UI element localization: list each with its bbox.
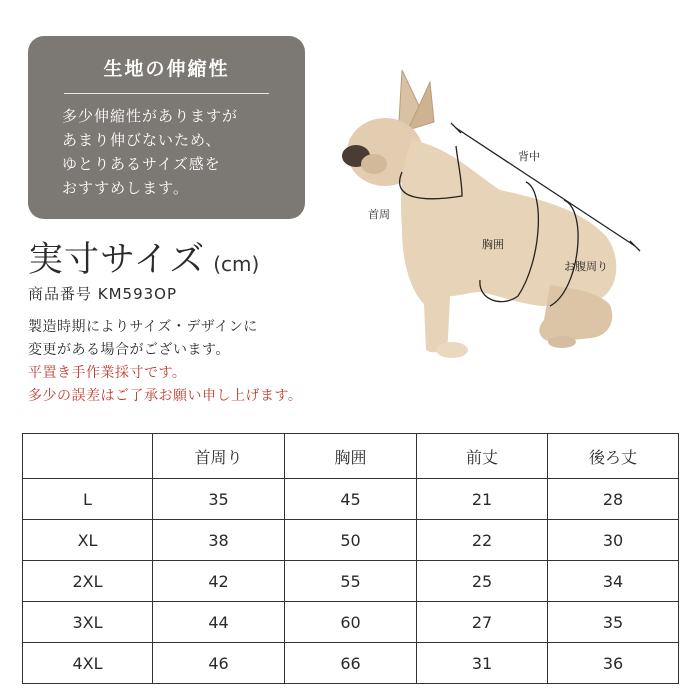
header-cell-front-length: 前丈 (417, 434, 548, 479)
header-cell-chest: 胸囲 (285, 434, 417, 479)
table-cell: 45 (285, 479, 417, 520)
table-header-row (23, 434, 679, 479)
table-cell: 55 (285, 561, 417, 602)
size-heading-title: 実寸サイズ (28, 240, 206, 280)
size-cell: 3XL (23, 602, 153, 643)
table-cell: 66 (285, 643, 417, 684)
size-cell: L (23, 479, 153, 520)
header-cell-back-length: 後ろ丈 (548, 434, 679, 479)
size-cell: 2XL (23, 561, 153, 602)
note-line-red: 多少の誤差はご了承お願い申し上げます。 (28, 388, 303, 404)
stretch-title: 生地の伸縮性 (103, 58, 230, 80)
header-cell-empty (23, 434, 153, 479)
size-cell: XL (23, 520, 153, 561)
divider (64, 93, 269, 94)
table-cell: 60 (285, 602, 417, 643)
table-cell: 35 (548, 602, 679, 643)
note-line: 製造時期によりサイズ・デザインに (28, 319, 258, 335)
table-cell: 30 (548, 520, 679, 561)
label-neck: 首周 (368, 208, 390, 221)
notes (28, 316, 302, 408)
table-cell: 21 (417, 479, 548, 520)
table-cell: 31 (417, 643, 548, 684)
table-cell: 22 (417, 520, 548, 561)
table-cell: 44 (153, 602, 285, 643)
product-number: 商品番号 KM593OP (28, 285, 178, 303)
stretch-info-box (28, 36, 305, 219)
size-heading (28, 232, 259, 282)
stretch-line: おすすめします。 (62, 179, 189, 197)
table-cell: 50 (285, 520, 417, 561)
table-cell: 27 (417, 602, 548, 643)
table-row (23, 561, 679, 602)
table-cell: 42 (153, 561, 285, 602)
dog-measurement-illustration (330, 60, 670, 370)
label-back: 背中 (518, 150, 540, 163)
stretch-description (62, 104, 300, 200)
size-table (22, 433, 679, 684)
stretch-line: あまり伸びないため、 (62, 131, 222, 149)
table-row (23, 479, 679, 520)
size-heading-unit: (cm) (213, 252, 260, 276)
table-cell: 38 (153, 520, 285, 561)
label-belly: お腹周り (564, 260, 608, 273)
note-line-red: 平置き手作業採寸です。 (28, 365, 187, 381)
stretch-line: 多少伸縮性がありますが (62, 107, 239, 125)
label-chest: 胸囲 (482, 238, 504, 251)
table-row (23, 643, 679, 684)
table-cell: 25 (417, 561, 548, 602)
size-cell: 4XL (23, 643, 153, 684)
table-cell: 36 (548, 643, 679, 684)
note-line: 変更がある場合がございます。 (28, 342, 230, 358)
header-cell-neck: 首周り (153, 434, 285, 479)
table-row (23, 520, 679, 561)
table-cell: 34 (548, 561, 679, 602)
table-cell: 28 (548, 479, 679, 520)
table-cell: 46 (153, 643, 285, 684)
table-cell: 35 (153, 479, 285, 520)
stretch-line: ゆとりあるサイズ感を (62, 155, 221, 173)
table-row (23, 602, 679, 643)
